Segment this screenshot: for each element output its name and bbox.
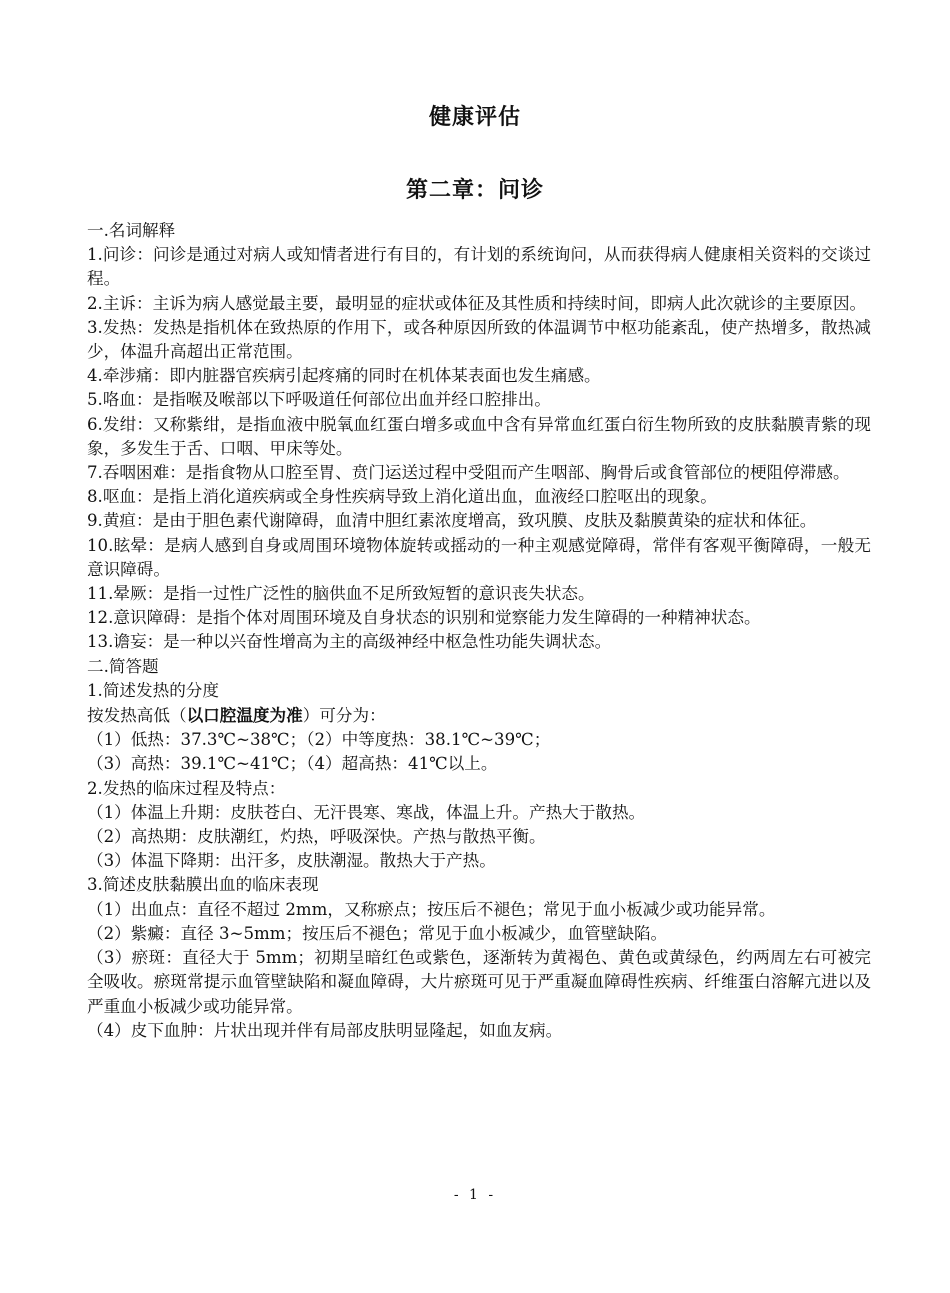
page-number: - 1 - — [453, 1187, 497, 1203]
definition-item: 10.眩晕：是病人感到自身或周围环境物体旋转或摇动的一种主观感觉障碍，常伴有客观平衡障碍，一般无意识障碍。 — [87, 535, 871, 579]
document-title: 健康评估 — [428, 105, 521, 130]
definition-item: 4.牵涉痛：即内脏器官疾病引起疼痛的同时在机体某表面也发生痛感。 — [87, 366, 601, 386]
answer-line: （1）低热：37.3℃~38℃；（2）中等度热：38.1℃~39℃； — [87, 730, 551, 750]
answer-line: （1）体温上升期：皮肤苍白、无汗畏寒、寒战，体温上升。产热大于散热。 — [87, 802, 646, 822]
definition-item: 3.发热：发热是指机体在致热原的作用下，或各种原因所致的体温调节中枢功能紊乱，使产热增多，散热减少，体温升高超出正常范围。 — [87, 317, 871, 362]
answer-line: （4）皮下血肿：片状出现并伴有局部皮肤明显隆起，如血友病。 — [87, 1020, 563, 1040]
answer-line: （3）高热：39.1℃~41℃；（4）超高热：41℃以上。 — [87, 754, 498, 774]
question-3: 3.简述皮肤黏膜出血的临床表现 — [87, 875, 319, 895]
definition-item: 6.发绀：又称紫绀，是指血液中脱氧血红蛋白增多或血中含有异常血红蛋白衍生物所致的皮肤黏膜青紫的现象，多发生于舌、口咽、甲床等处。 — [87, 414, 871, 458]
definition-item: 1.问诊：问诊是通过对病人或知情者进行有目的，有计划的系统询问，从而获得病人健康相关资料的交谈过程。 — [87, 245, 871, 289]
definition-item: 12.意识障碍：是指个体对周围环境及自身状态的识别和觉察能力发生障碍的一种精神状态。 — [87, 608, 761, 628]
intro-text-after: ）可分为： — [302, 706, 386, 726]
section-heading-definitions: 一.名词解释 — [87, 221, 176, 240]
definition-item: 9.黄疸：是由于胆色素代谢障碍，血清中胆红素浓度增高，致巩膜、皮肤及黏膜黄染的症状和体征。 — [87, 511, 817, 531]
definition-item: 7.吞咽困难：是指食物从口腔至胃、贲门运送过程中受阻而产生咽部、胸骨后或食管部位的梗阻停滞感。 — [87, 463, 850, 483]
answer-line: （2）紫癜：直径 3~5mm；按压后不褪色；常见于血小板减少，血管壁缺陷。 — [87, 923, 668, 943]
definition-item: 5.咯血：是指喉及喉部以下呼吸道任何部位出血并经口腔排出。 — [87, 390, 551, 410]
question-2: 2.发热的临床过程及特点： — [87, 778, 286, 798]
answer-line: （2）高热期：皮肤潮红，灼热，呼吸深快。产热与散热平衡。 — [87, 827, 546, 847]
definition-item: 8.呕血：是指上消化道疾病或全身性疾病导致上消化道出血，血液经口腔呕出的现象。 — [87, 487, 717, 507]
intro-text-before: 按发热高低（ — [87, 706, 187, 726]
answer-line: （1）出血点：直径不超过 2mm，又称瘀点；按压后不褪色；常见于血小板减少或功能异常。 — [87, 899, 776, 919]
answer-line: （3）体温下降期：出汗多，皮肤潮湿。散热大于产热。 — [87, 851, 496, 871]
question-1: 1.简述发热的分度 — [87, 680, 219, 700]
section-heading-short-answer: 二.简答题 — [87, 656, 159, 676]
document-body — [87, 219, 871, 1043]
definition-item: 13.谵妄：是一种以兴奋性增高为主的高级神经中枢急性功能失调状态。 — [87, 632, 612, 652]
answer-line: （3）瘀斑：直径大于 5mm；初期呈暗红色或紫色，逐渐转为黄褐色、黄色或黄绿色，约两周左右可被完全吸收。瘀斑常提示血管壁缺陷和凝血障碍，大片瘀斑可见于严重凝血障碍性疾病、纤维蛋白溶解亢进以及严重血小板减少或功能异常。 — [87, 948, 871, 1016]
definition-item: 11.晕厥：是指一过性广泛性的脑供血不足所致短暂的意识丧失状态。 — [87, 584, 595, 604]
chapter-title: 第二章：问诊 — [405, 178, 544, 203]
definition-item: 2.主诉：主诉为病人感觉最主要，最明显的症状或体征及其性质和持续时间，即病人此次就诊的主要原因。 — [87, 293, 867, 313]
intro-text-bold: 以口腔温度为准 — [186, 705, 303, 726]
question-1-intro — [87, 703, 871, 728]
